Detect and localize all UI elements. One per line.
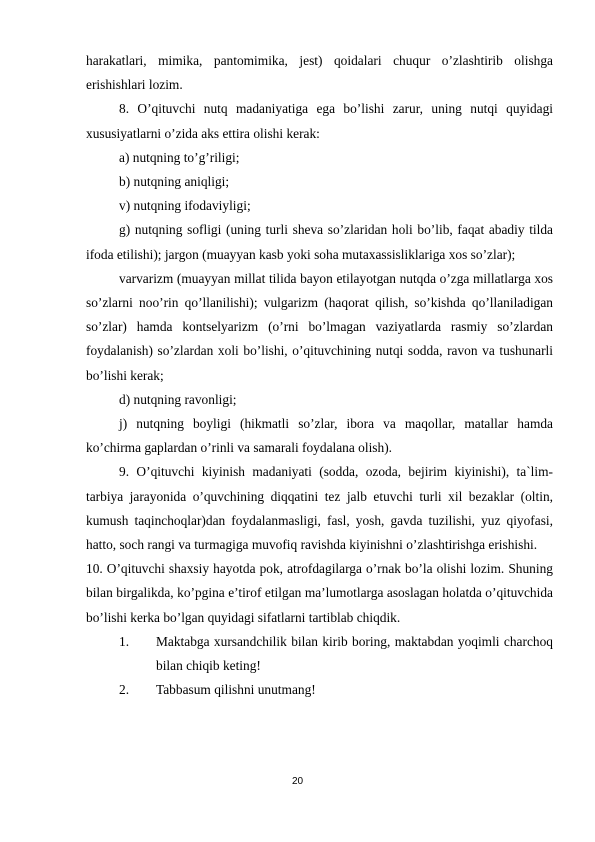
page-number: 20 — [291, 776, 304, 787]
numbered-item-number: 2. — [119, 682, 130, 698]
numbered-item-text: Tabbasum qilishni unutmang! — [156, 682, 316, 698]
paragraph-item-10: 10. O’qituvchi shaxsiy hayotda pok, atrofdagilarga o’rnak bo’la olishi lozim. Shuning bilan birgalikda, ko’pgina e’tirof etilgan ma’lumotlarga asoslagan holatda o’qituvchida bo’lishi kerka bo’lgan quyidagi sifatlarni tartiblab chiqdik. — [86, 561, 553, 625]
numbered-item-text: Maktabga xursandchilik bilan kirib boring, maktabdan yoqimli charchoq bilan chiqib keting! — [156, 633, 553, 674]
paragraph-item-8: 8. O’qituvchi nutq madaniyatiga ega bo’lishi zarur, uning nutqi quyidagi xususiyatlarni o’zida aks ettira olishi kerak: — [86, 101, 553, 141]
paragraph-varvarizm: varvarizm (muayyan millat tilida bayon etilayotgan nutqda o’zga millatlarga xos so’zlarni noo’rin qo’llanilishi); vulgarizm (haqorat qilish, so’kishda qo’llaniladigan so’zlar) hamda kontselyarizm (o’rni bo’lmagan vaziyatlarda rasmiy so’zlardan foydalanish) so’zlardan xoli bo’lishi, o’qituvchining nutqi sodda, ravon va tushunarli bo’lishi kerak; — [86, 270, 553, 383]
paragraph-item-9: 9. O’qituvchi kiyinish madaniyati (sodda, ozoda, bejirim kiyinishi), ta`lim-tarbiya jarayonida o’quvchining diqqatini tez jalb etuvchi turli xil bezaklar (oltin, kumush taqinchoqlar)dan foydalanmasligi, fasl, yosh, gavda tuzilishi, yuz qiyofasi, hatto, soch rangi va turmagiga muvofiq ravishda kiyinishni o’zlashtirishga erishishi. — [86, 464, 553, 553]
numbered-item-number: 1. — [119, 633, 130, 649]
list-item-a: a) nutqning to’g’riligi; — [119, 149, 240, 165]
document-page — [86, 49, 553, 702]
list-item-g: g) nutqning sofligi (uning turli sheva so’zlaridan holi bo’lib, faqat abadiy tilda ifoda etilishi); jargon (muayyan kasb yoki soha mutaxassisliklariga xos so’zlar); — [86, 222, 553, 262]
numbered-item-1 — [86, 630, 553, 678]
paragraph-continuation: harakatlari, mimika, pantomimika, jest) qoidalari chuqur o’zlashtirib olishga erishishlari lozim. — [86, 53, 553, 93]
list-item-d: d) nutqning ravonligi; — [119, 391, 237, 407]
numbered-item-2 — [86, 678, 553, 702]
list-item-b: b) nutqning aniqligi; — [119, 174, 230, 190]
list-item-j: j) nutqning boyligi (hikmatli so’zlar, ibora va maqollar, matallar hamda ko’chirma gaplardan o’rinli va samarali foydalana olish). — [86, 416, 553, 456]
list-item-v: v) nutqning ifodaviyligi; — [119, 198, 251, 214]
